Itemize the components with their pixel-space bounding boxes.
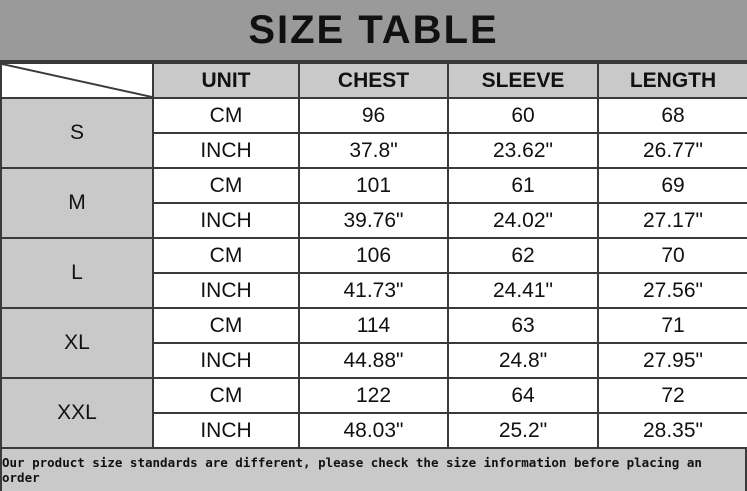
unit-label-inch: INCH <box>153 203 299 238</box>
value-xxl-cm-chest: 122 <box>299 378 448 413</box>
value-l-inch-sleeve: 24.41" <box>448 273 598 308</box>
value-l-inch-length: 27.56" <box>598 273 747 308</box>
table-row <box>1 168 747 203</box>
value-xl-cm-length: 71 <box>598 308 747 343</box>
value-xxl-inch-sleeve: 25.2" <box>448 413 598 448</box>
value-xl-cm-sleeve: 63 <box>448 308 598 343</box>
size-label-xl: XL <box>1 308 153 378</box>
value-s-cm-length: 68 <box>598 98 747 133</box>
diagonal-slash-icon <box>2 64 152 97</box>
value-xxl-inch-length: 28.35" <box>598 413 747 448</box>
corner-diagonal-cell <box>1 63 153 98</box>
value-xxl-cm-sleeve: 64 <box>448 378 598 413</box>
value-m-cm-sleeve: 61 <box>448 168 598 203</box>
table-row <box>1 98 747 133</box>
value-m-inch-length: 27.17" <box>598 203 747 238</box>
table-row <box>1 238 747 273</box>
footer-note-bar <box>0 449 747 491</box>
value-s-inch-chest: 37.8" <box>299 133 448 168</box>
page-title-bar <box>0 0 747 62</box>
unit-label-cm: CM <box>153 98 299 133</box>
footer-note-text: Our product size standards are different, please check the size information before placing an order <box>2 455 702 485</box>
value-xl-inch-chest: 44.88" <box>299 343 448 378</box>
unit-label-cm: CM <box>153 378 299 413</box>
unit-label-inch: INCH <box>153 133 299 168</box>
page-title: SIZE TABLE <box>248 7 499 52</box>
unit-label-cm: CM <box>153 168 299 203</box>
value-m-cm-chest: 101 <box>299 168 448 203</box>
value-m-inch-sleeve: 24.02" <box>448 203 598 238</box>
value-s-cm-chest: 96 <box>299 98 448 133</box>
column-header-length: LENGTH <box>598 63 747 98</box>
column-header-chest: CHEST <box>299 63 448 98</box>
value-s-inch-length: 26.77" <box>598 133 747 168</box>
size-label-m: M <box>1 168 153 238</box>
value-l-cm-length: 70 <box>598 238 747 273</box>
unit-label-inch: INCH <box>153 343 299 378</box>
value-s-inch-sleeve: 23.62" <box>448 133 598 168</box>
value-l-inch-chest: 41.73" <box>299 273 448 308</box>
table-header-row <box>1 63 747 98</box>
value-xl-inch-sleeve: 24.8" <box>448 343 598 378</box>
value-xl-cm-chest: 114 <box>299 308 448 343</box>
value-xl-inch-length: 27.95" <box>598 343 747 378</box>
value-l-cm-sleeve: 62 <box>448 238 598 273</box>
table-row <box>1 378 747 413</box>
column-header-unit: UNIT <box>153 63 299 98</box>
size-label-xxl: XXL <box>1 378 153 448</box>
unit-label-cm: CM <box>153 308 299 343</box>
size-chart-table <box>0 62 747 449</box>
value-m-cm-length: 69 <box>598 168 747 203</box>
value-xxl-inch-chest: 48.03" <box>299 413 448 448</box>
unit-label-inch: INCH <box>153 413 299 448</box>
unit-label-inch: INCH <box>153 273 299 308</box>
size-label-s: S <box>1 98 153 168</box>
unit-label-cm: CM <box>153 238 299 273</box>
value-l-cm-chest: 106 <box>299 238 448 273</box>
value-s-cm-sleeve: 60 <box>448 98 598 133</box>
size-label-l: L <box>1 238 153 308</box>
table-row <box>1 308 747 343</box>
value-m-inch-chest: 39.76" <box>299 203 448 238</box>
column-header-sleeve: SLEEVE <box>448 63 598 98</box>
value-xxl-cm-length: 72 <box>598 378 747 413</box>
